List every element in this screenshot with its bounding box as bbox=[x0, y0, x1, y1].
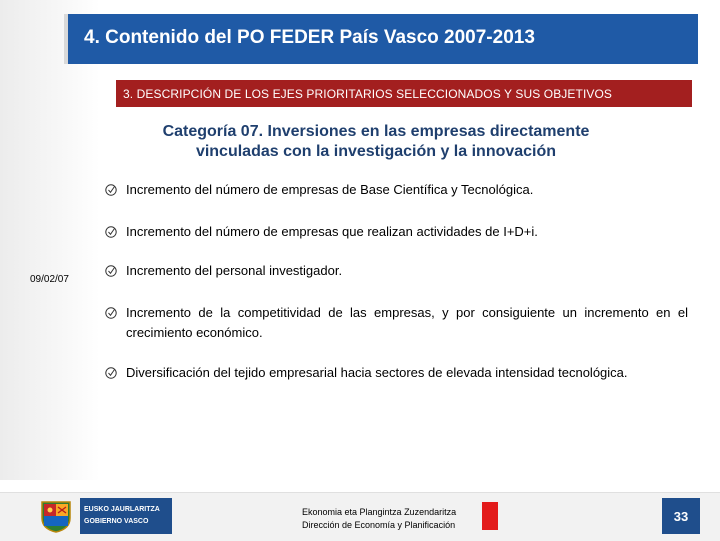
slide-date: 09/02/07 bbox=[30, 274, 69, 285]
page-number: 33 bbox=[673, 509, 689, 524]
bullet-item bbox=[104, 222, 688, 242]
page-number-box bbox=[662, 498, 700, 534]
logo-line2: GOBIERNO VASCO bbox=[84, 518, 149, 525]
check-circle-icon bbox=[104, 222, 122, 242]
government-logo bbox=[36, 498, 172, 534]
check-circle-icon bbox=[104, 303, 122, 323]
slide-title: 4. Contenido del PO FEDER País Vasco 2007-2013 bbox=[84, 27, 535, 48]
footer-department bbox=[302, 506, 478, 532]
footer-text-line2: Dirección de Economía y Planificación bbox=[302, 520, 456, 530]
bullet-text: Incremento del número de empresas de Base Científica y Tecnológica. bbox=[126, 182, 534, 197]
logo-line1: EUSKO JAURLARITZA bbox=[84, 506, 160, 513]
section-banner bbox=[116, 80, 692, 107]
check-circle-icon bbox=[104, 261, 122, 281]
bullet-text: Incremento de la competitividad de las empresas, y por consiguiente un incremento en el crecimiento económico. bbox=[126, 305, 688, 340]
slide-header bbox=[68, 14, 698, 64]
check-circle-icon bbox=[104, 363, 122, 383]
category-title-line1: Categoría 07. Inversiones en las empresas directamente bbox=[162, 123, 590, 140]
left-decorative-strip bbox=[0, 0, 100, 480]
bullet-text: Incremento del personal investigador. bbox=[126, 263, 343, 278]
check-circle-icon bbox=[104, 180, 122, 200]
bullet-text: Diversificación del tejido empresarial hacia sectores de elevada intensidad tecnológica. bbox=[126, 365, 628, 380]
bullet-item bbox=[104, 180, 688, 200]
bullet-item bbox=[104, 363, 688, 383]
logo-plate bbox=[80, 498, 172, 534]
footer-red-marker bbox=[482, 502, 498, 530]
footer-text-line1: Ekonomia eta Plangintza Zuzendaritza bbox=[302, 507, 457, 517]
coat-of-arms-icon bbox=[36, 498, 76, 534]
bullet-text: Incremento del número de empresas que realizan actividades de I+D+i. bbox=[126, 224, 538, 239]
bullet-item bbox=[104, 303, 688, 343]
category-title bbox=[116, 122, 636, 162]
bullet-item bbox=[104, 261, 688, 281]
section-label: 3. DESCRIPCIÓN DE LOS EJES PRIORITARIOS SELECCIONADOS Y SUS OBJETIVOS bbox=[123, 87, 613, 101]
category-title-line2: vinculadas con la investigación y la innovación bbox=[195, 143, 557, 160]
